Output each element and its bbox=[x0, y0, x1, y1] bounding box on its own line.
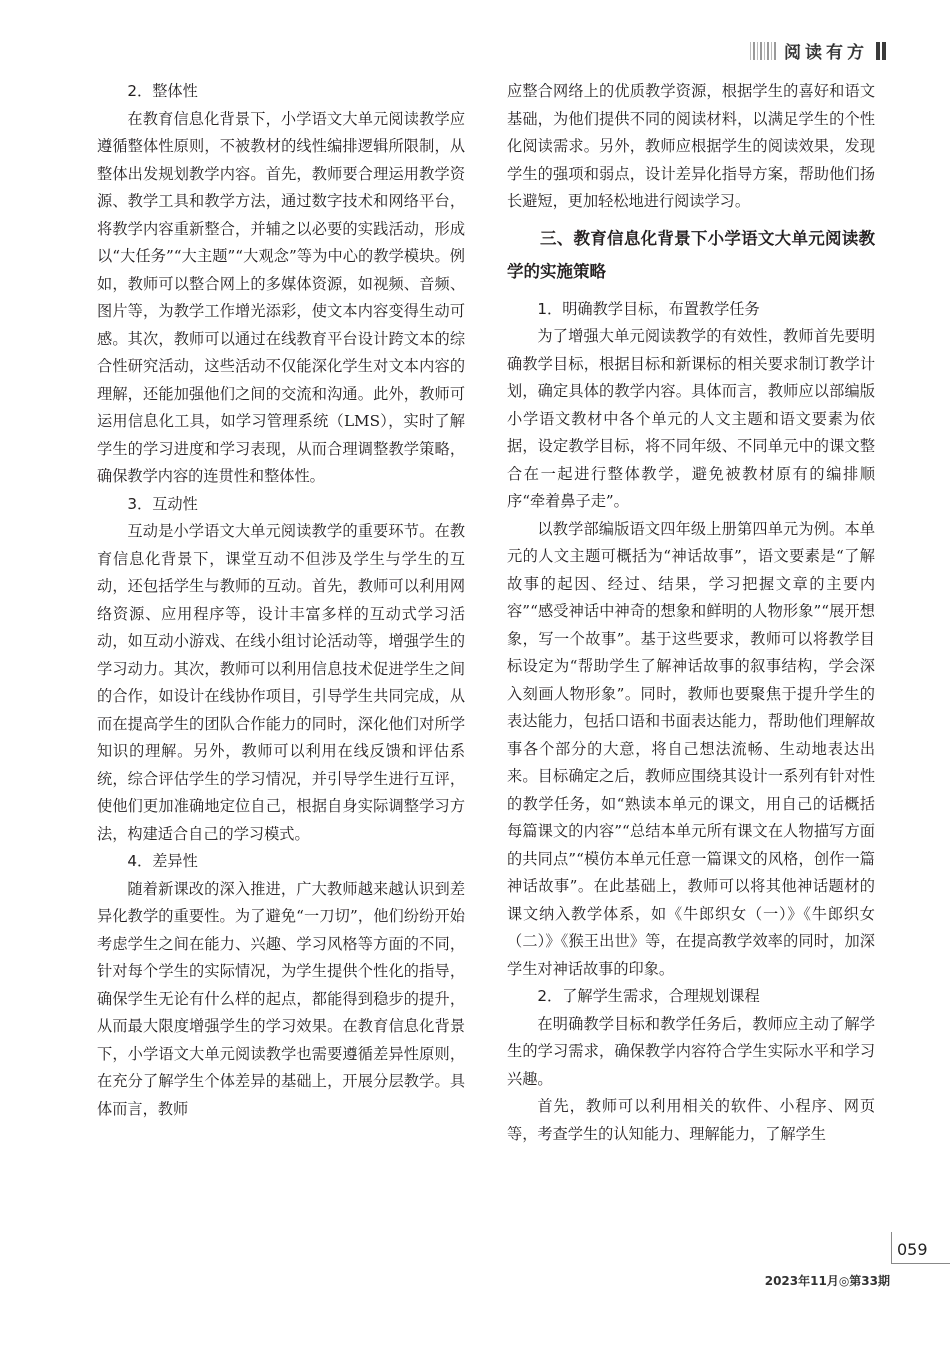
header-decoration-block bbox=[876, 42, 886, 60]
subsection-heading-needs: 2．了解学生需求，合理规划课程 bbox=[537, 987, 760, 1005]
paragraph: 在教育信息化背景下，小学语文大单元阅读教学应遵循整体性原则，不被教材的线性编排逻辑所限制，从整体出发规划教学内容。首先，教师要合理运用教学资源、教学工具和教学方法，通过数字技术和网络平台，将教学内容重新整合，并辅之以必要的实践活动，形成以“大任务”“大主题”“大观念”等为中心的教学模块。例如，教师可以整合网上的多媒体资源，如视频、音频、图片等，为教学工作增光添彩，使文本内容变得生动可感。其次，教师可以通过在线教育平台设计跨文本的综合性研究活动，这些活动不仅能深化学生对文本内容的理解，还能加强他们之间的交流和沟通。此外，教师可运用信息化工具，如学习管理系统（LMS），实时了解学生的学习进度和学习表现，从而合理调整教学策略，确保教学内容的连贯性和整体性。 bbox=[97, 109, 465, 485]
paragraph: 为了增强大单元阅读教学的有效性，教师首先要明确教学目标，根据目标和新课标的相关要求制订教学计划，确定具体的教学内容。具体而言，教师应以部编版小学语文教材中各个单元的人文主题和语文要素为依据，设定教学目标，将不同年级、不同单元中的课文整合在一起进行整体教学，避免被教材原有的编排顺序“牵着鼻子走”。 bbox=[507, 327, 875, 510]
paragraph: 首先，教师可以利用相关的软件、小程序、网页等，考查学生的认知能力、理解能力，了解学生 bbox=[507, 1097, 875, 1143]
header-decoration-bars bbox=[750, 42, 776, 60]
paragraph-continued: 应整合网络上的优质教学资源，根据学生的喜好和语文基础，为他们提供不同的阅读材料，以满足学生的个性化阅读需求。另外，教师应根据学生的阅读效果，发现学生的强项和弱点，设计差异化指导方案，帮助他们扬长避短，更加轻松地进行阅读学习。 bbox=[507, 82, 875, 210]
paragraph: 随着新课改的深入推进，广大教师越来越认识到差异化教学的重要性。为了避免“一刀切”，他们纷纷开始考虑学生之间在能力、兴趣、学习风格等方面的不同，针对每个学生的实际情况，为学生提供个性化的指导，确保学生无论有什么样的起点，都能得到稳步的提升，从而最大限度增强学生的学习效果。在教育信息化背景下，小学语文大单元阅读教学也需要遵循差异性原则，在充分了解学生个体差异的基础上，开展分层教学。具体而言，教师 bbox=[97, 879, 465, 1118]
running-header bbox=[750, 38, 886, 63]
column-title: 阅读有方 bbox=[784, 43, 868, 63]
paragraph: 互动是小学语文大单元阅读教学的重要环节。在教育信息化背景下，课堂互动不但涉及学生与学生的互动，还包括学生与教师的互动。首先，教师可以利用网络资源、应用程序等，设计丰富多样的互动式学习活动，如互动小游戏、在线小组讨论活动等，增强学生的学习动力。其次，教师可以利用信息技术促进学生之间的合作，如设计在线协作项目，引导学生共同完成，从而在提高学生的团队合作能力的同时，深化他们对所学知识的理解。另外，教师可以利用在线反馈和评估系统，综合评估学生的学习情况，并引导学生进行互评，使他们更加准确地定位自己，根据自身实际调整学习方法，构建适合自己的学习模式。 bbox=[97, 522, 465, 843]
paragraph: 在明确教学目标和教学任务后，教师应主动了解学生的学习需求，确保教学内容符合学生实际水平和学习兴趣。 bbox=[507, 1014, 875, 1088]
right-column bbox=[507, 78, 875, 1148]
part-heading: 三、教育信息化背景下小学语文大单元阅读教学的实施策略 bbox=[507, 228, 875, 281]
paragraph: 以教学部编版语文四年级上册第四单元为例。本单元的人文主题可概括为“神话故事”，语文要素是“了解故事的起因、经过、结果，学习把握文章的主要内容”“感受神话中神奇的想象和鲜明的人物形象”“展开想象，写一个故事”。基于这些要求，教师可以将教学目标设定为“帮助学生了解神话故事的叙事结构，学会深入刻画人物形象”。同时，教师也要聚焦于提升学生的表达能力，包括口语和书面表达能力，帮助他们理解故事各个部分的大意，将自己想法流畅、生动地表达出来。目标确定之后，教师应围绕其设计一系列有针对性的教学任务，如“熟读本单元的课文，用自己的话概括每篇课文的内容”“总结本单元所有课文在人物描写方面的共同点”“模仿本单元任意一篇课文的风格，创作一篇神话故事”。在此基础上，教师可以将其他神话题材的课文纳入教学体系，如《牛郎织女（一）》《牛郎织女（二）》《猴王出世》等，在提高教学效率的同时，加深学生对神话故事的印象。 bbox=[507, 519, 875, 978]
issue-footer: 2023年11月◎第33期 bbox=[764, 1274, 890, 1288]
subsection-heading-goals: 1．明确教学目标，布置教学任务 bbox=[537, 299, 760, 318]
section-heading-integrity: 2．整体性 bbox=[127, 82, 198, 100]
section-heading-interaction: 3．互动性 bbox=[127, 494, 198, 513]
section-heading-difference: 4．差异性 bbox=[127, 852, 198, 870]
page-number: 059 bbox=[897, 1240, 928, 1259]
left-column bbox=[97, 78, 465, 1123]
